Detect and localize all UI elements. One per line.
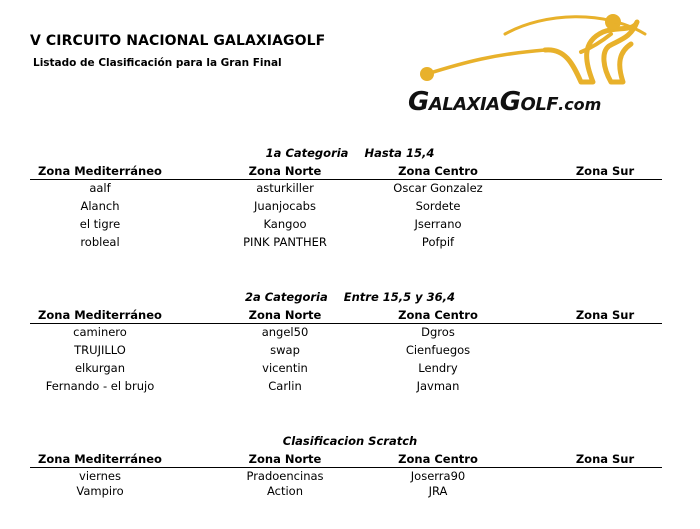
col-header-mediterraneo: Zona Mediterráneo [38,164,162,178]
col-header-norte: Zona Norte [248,164,322,178]
col-header-centro: Zona Centro [398,308,478,322]
cell-centro: JRA [428,484,448,498]
table-row [0,235,700,251]
cell-centro: Pofpif [421,235,455,249]
cell-mediterraneo: Fernando - el brujo [45,379,155,393]
page-subtitle: Listado de Clasificación para la Gran Final [33,57,282,69]
column-header-row [0,164,700,180]
col-header-mediterraneo: Zona Mediterráneo [38,452,162,466]
cell-centro: Sordete [415,199,461,213]
column-header-row [0,308,700,324]
cell-mediterraneo: viernes [79,469,121,483]
cell-centro: Jserrano [414,217,462,231]
cell-norte: Kangoo [263,217,307,231]
col-header-sur: Zona Sur [575,452,635,466]
galaxiagolf-logo [405,12,655,122]
header-divider [30,467,662,468]
col-header-norte: Zona Norte [248,452,322,466]
golfer-swoosh-icon [405,12,655,92]
col-header-norte: Zona Norte [248,308,322,322]
header-divider [30,323,662,324]
table-row [0,199,700,215]
logo-wordmark: GALAXIAGOLF.com [408,87,602,117]
cell-norte: Juanjocabs [254,199,316,213]
table-row [0,217,700,233]
cell-mediterraneo: aalf [89,181,111,195]
cell-centro: Javman [416,379,460,393]
cell-mediterraneo: robleal [80,235,120,249]
cell-centro: Cienfuegos [405,343,471,357]
section-title: Clasificacion Scratch [282,434,418,448]
section-title: 1a Categoria Hasta 15,4 [265,146,435,160]
header-divider [30,179,662,180]
cell-centro: Joserra90 [410,469,466,483]
cell-norte: angel50 [261,325,309,339]
page-title: V CIRCUITO NACIONAL GALAXIAGOLF [30,33,326,49]
table-row [0,484,700,500]
column-header-row [0,452,700,468]
table-row [0,325,700,341]
table-row [0,379,700,395]
cell-centro: Lendry [418,361,458,375]
col-header-centro: Zona Centro [398,164,478,178]
table-row [0,469,700,485]
col-header-centro: Zona Centro [398,452,478,466]
col-header-sur: Zona Sur [575,164,635,178]
cell-centro: Dgros [421,325,455,339]
cell-mediterraneo: elkurgan [74,361,126,375]
cell-norte: PINK PANTHER [243,235,327,249]
cell-mediterraneo: caminero [73,325,127,339]
cell-norte: Action [266,484,304,498]
cell-norte: asturkiller [256,181,314,195]
cell-mediterraneo: el tigre [79,217,121,231]
cell-norte: Pradoencinas [246,469,324,483]
col-header-mediterraneo: Zona Mediterráneo [38,308,162,322]
cell-norte: swap [270,343,300,357]
col-header-sur: Zona Sur [575,308,635,322]
table-row [0,361,700,377]
cell-mediterraneo: Vampiro [76,484,124,498]
cell-norte: Carlin [268,379,302,393]
cell-mediterraneo: Alanch [80,199,120,213]
cell-mediterraneo: TRUJILLO [74,343,126,357]
section-title: 2a Categoria Entre 15,5 y 36,4 [244,290,456,304]
table-row [0,343,700,359]
table-row [0,181,700,197]
cell-centro: Oscar Gonzalez [393,181,483,195]
cell-norte: vicentin [262,361,308,375]
